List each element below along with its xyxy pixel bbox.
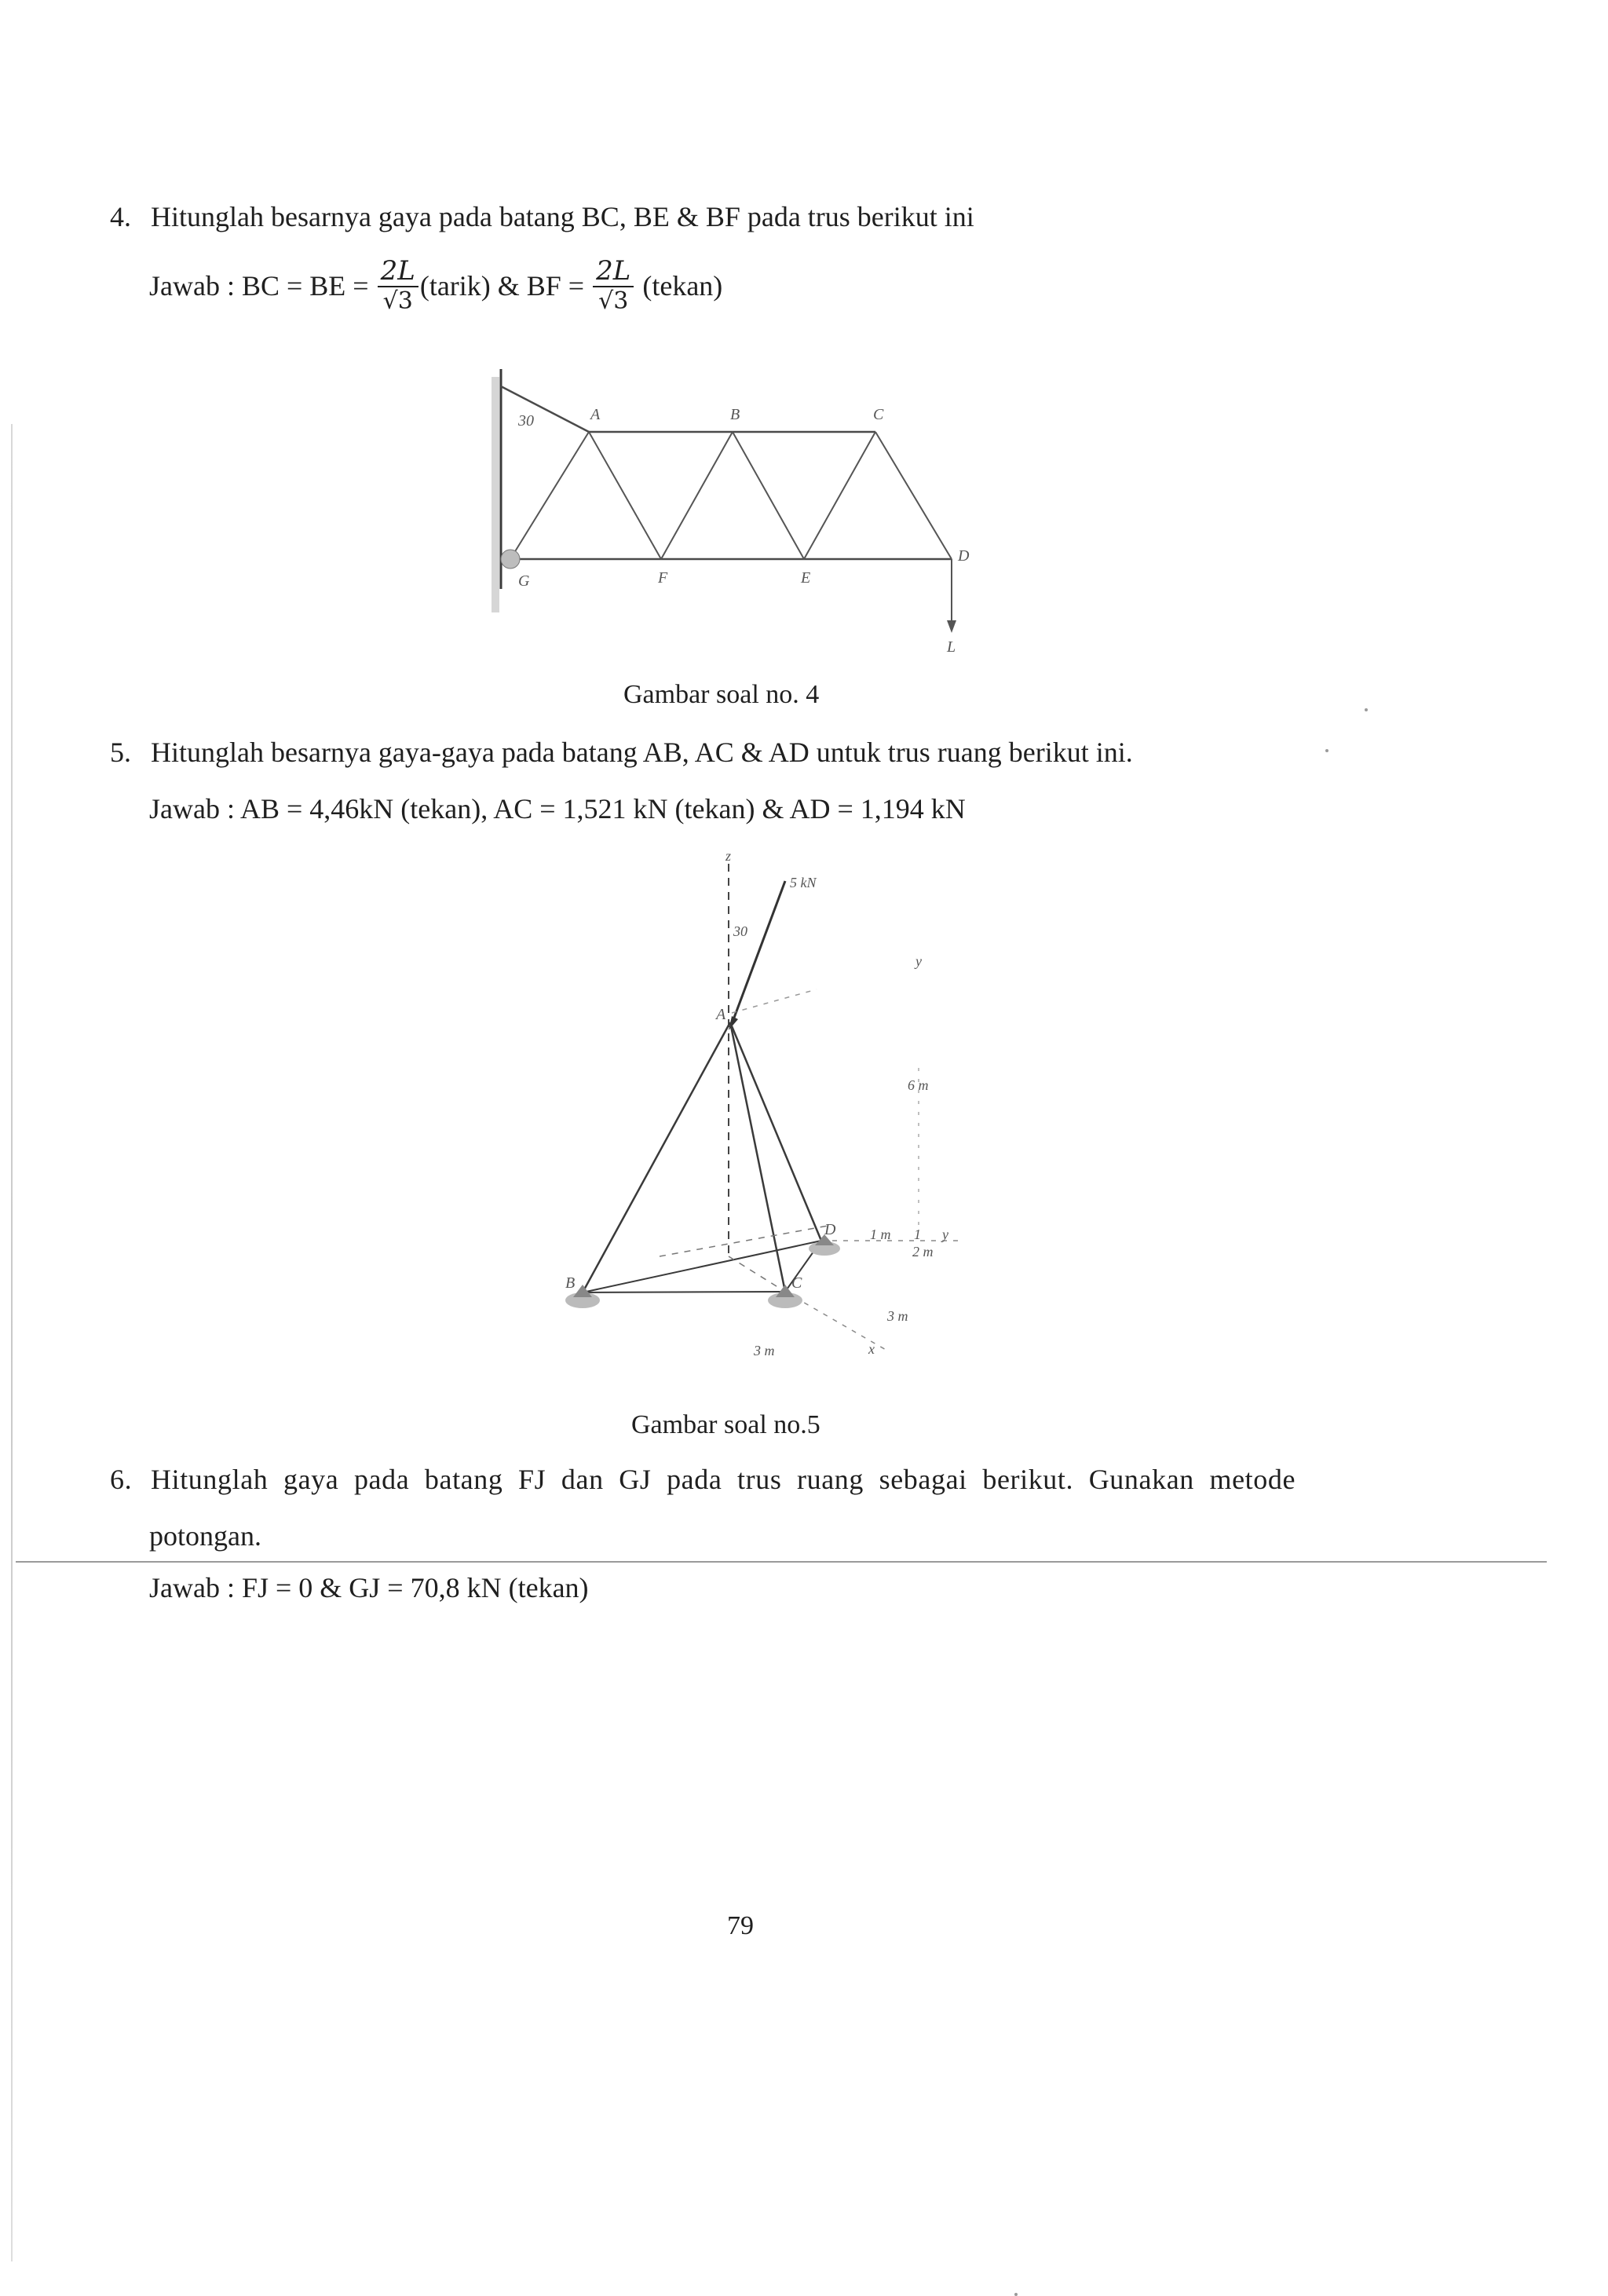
answer-4-prefix: Jawab : BC = BE = xyxy=(149,270,369,302)
member-AB xyxy=(583,1022,730,1292)
fraction-2L-root3-second xyxy=(593,256,634,316)
member-GA xyxy=(510,432,589,559)
scan-speck xyxy=(1325,749,1328,752)
member-cable xyxy=(501,386,589,432)
load-line xyxy=(732,881,785,1024)
wall-hatch xyxy=(492,377,499,612)
question-5 xyxy=(110,735,1133,770)
node-label-G: G xyxy=(518,572,530,590)
member-AD xyxy=(730,1022,821,1241)
scan-edge-shadow xyxy=(11,424,13,2261)
node-label-E: E xyxy=(801,569,811,587)
floor-line-2 xyxy=(729,1256,785,1292)
node-label-F: F xyxy=(658,569,668,587)
node-label-A: A xyxy=(590,406,601,423)
dimension-tick: 1 xyxy=(914,1227,921,1242)
member-AC xyxy=(730,1022,785,1292)
horizontal-rule xyxy=(16,1561,1547,1563)
node-label-B: B xyxy=(565,1274,576,1292)
question-4-number: 4. xyxy=(110,201,131,232)
member-EC xyxy=(804,432,875,559)
answer-5: Jawab : AB = 4,46kN (tekan), AC = 1,521 kN (tekan) & AD = 1,194 kN xyxy=(149,793,966,824)
member-CD xyxy=(875,432,952,559)
floor-line-1 xyxy=(660,1225,832,1256)
load-label: 5 kN xyxy=(790,875,817,890)
answer-4 xyxy=(149,254,722,319)
fraction-denominator-second: √3 xyxy=(598,287,629,315)
dimension-1m: 1 m xyxy=(870,1227,891,1242)
pin-support-G xyxy=(501,550,520,569)
answer-4-middle: (tarik) & BF = xyxy=(419,270,585,302)
node-label-D: D xyxy=(958,547,970,565)
page-number: 79 xyxy=(727,1911,754,1940)
node-label-C: C xyxy=(873,406,884,423)
answer-6: Jawab : FJ = 0 & GJ = 70,8 kN (tekan) xyxy=(149,1572,589,1603)
question-4 xyxy=(110,199,974,234)
axis-label-z: z xyxy=(725,848,732,864)
question-6-number: 6. xyxy=(110,1464,133,1495)
question-6 xyxy=(110,1462,1296,1497)
dimension-2m: 2 m xyxy=(912,1244,934,1260)
question-5-text: Hitunglah besarnya gaya-gaya pada batang AB, AC & AD untuk trus ruang berikut ini. xyxy=(151,737,1133,768)
fraction-numerator: 2L xyxy=(378,256,418,287)
scan-speck xyxy=(1365,708,1368,711)
caption-figure-5: Gambar soal no.5 xyxy=(631,1410,820,1439)
fraction-2L-root3 xyxy=(378,256,418,316)
question-6-text-line1: Hitunglah gaya pada batang FJ dan GJ pada trus ruang sebagai berikut. Gunakan metode xyxy=(151,1464,1296,1495)
scan-speck xyxy=(1014,2293,1018,2296)
fraction-denominator: √3 xyxy=(382,287,413,315)
dimension-height: 6 m xyxy=(908,1077,929,1093)
question-5-number: 5. xyxy=(110,737,131,768)
fraction-numerator-second: 2L xyxy=(593,256,634,287)
truss-figure-4 xyxy=(471,361,989,675)
member-FB xyxy=(661,432,733,559)
dimension-3m-bottom: 3 m xyxy=(754,1343,775,1358)
angle-label: 30 xyxy=(518,412,534,430)
question-4-text: Hitunglah besarnya gaya pada batang BC, BE & BF pada trus berikut ini xyxy=(151,201,974,232)
node-label-D: D xyxy=(824,1221,836,1238)
dimension-3m-right: 3 m xyxy=(887,1308,908,1324)
answer-4-suffix: (tekan) xyxy=(642,270,723,302)
question-6-text-line2: potongan. xyxy=(149,1520,261,1552)
node-label-B: B xyxy=(730,406,740,423)
node-label-A: A xyxy=(716,1006,726,1023)
load-arrow-head xyxy=(947,620,956,633)
load-label-L: L xyxy=(947,638,956,656)
member-BE xyxy=(733,432,804,559)
caption-figure-4: Gambar soal no. 4 xyxy=(623,680,820,709)
space-truss-figure-5 xyxy=(550,848,989,1382)
member-AF xyxy=(589,432,661,559)
node-label-C: C xyxy=(791,1274,802,1292)
axis-label-y-top: y xyxy=(915,953,922,969)
axis-label-x: x xyxy=(868,1341,875,1357)
angle-label: 30 xyxy=(733,923,747,939)
axis-label-y: y xyxy=(942,1227,948,1242)
